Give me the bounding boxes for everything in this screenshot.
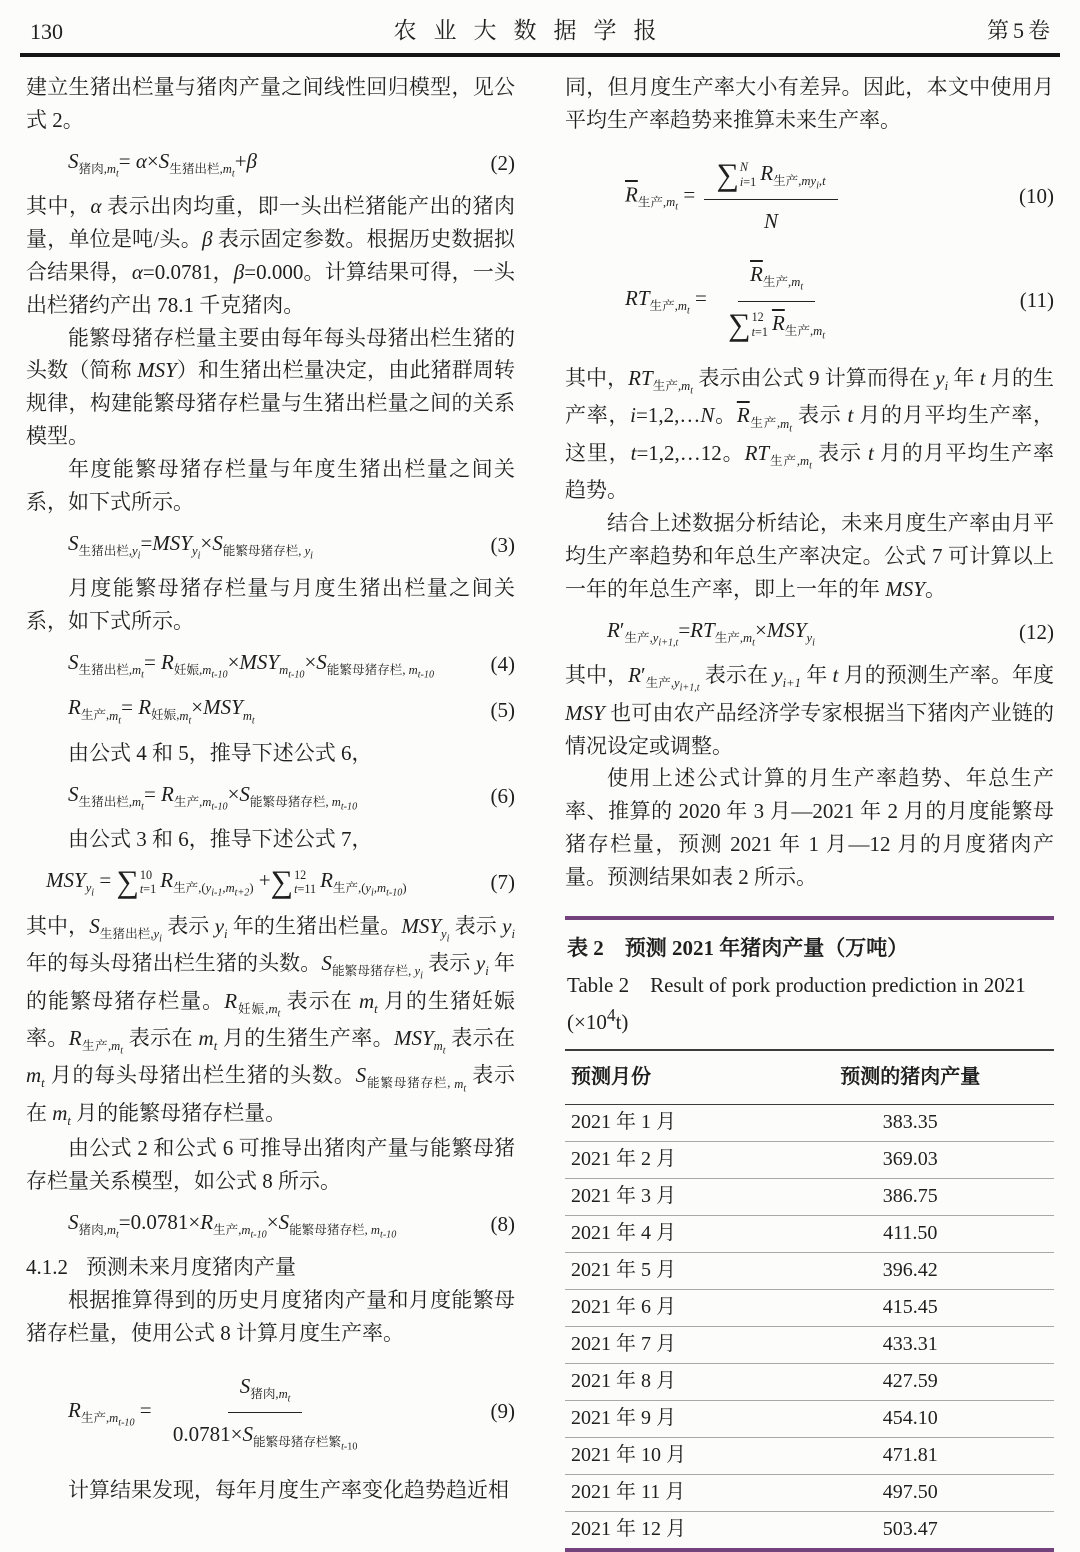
body-paragraph: 年度能繁母猪存栏量与年度生猪出栏量之间关系，如下式所示。 [26, 457, 515, 514]
equation-number: (7) [490, 870, 515, 895]
equation-body: $S_{生猪出栏,m_t}= R_{生产,m_{t-10}}\times S_{能繁母猪存栏, m_{t-10}}$ [68, 781, 358, 813]
equation-number: (3) [490, 533, 515, 558]
table-title-en: Table 2 Result of pork production prediction in 2021 $(\times 10^4t)$ [567, 972, 1026, 1034]
equation-4 [26, 646, 515, 683]
body-paragraph: 由公式 3 和 6，推导下述公式 7， [68, 827, 373, 852]
table-row [565, 1401, 1054, 1438]
table-row [565, 1179, 1054, 1216]
row-value: 396.42 [882, 1259, 938, 1282]
section-heading-4-1-2 [26, 1251, 515, 1284]
equation-body: $S_{猪肉,m_t}=0.0781\times R_{生产,m_{t-10}}\times S_{能繁母猪存栏, m_{t-10}}$ [68, 1209, 397, 1241]
table-bottom-accent-bar [565, 1548, 1054, 1552]
equation-3 [26, 527, 515, 564]
column-header-month: 预测月份 [571, 1065, 651, 1088]
equation-number: (9) [490, 1399, 515, 1424]
equation-number: (12) [1019, 620, 1054, 645]
table-2 [565, 916, 1054, 1552]
table-header-row [565, 1049, 1054, 1105]
row-month: 2021 年 3 月 [571, 1185, 676, 1208]
table-row [565, 1216, 1054, 1253]
body-paragraph: 其中，$R'_{生产,y_{i+1,t}}$ 表示在 $y_{i+1}$ 年 t 月的预测生产率。年度 MSY 也可由农产品经济学专家根据当下猪肉产业链的情况设定或调整。 [565, 663, 1055, 758]
equation-body: $R_{生产,m_t}= R_{妊娠,m_t}\times MSY_{m_t}$ [68, 695, 255, 727]
row-value: 386.75 [882, 1185, 938, 1208]
equation-6 [26, 778, 515, 815]
section-number: 4.1.2 [26, 1254, 68, 1279]
table-body [565, 1105, 1054, 1548]
row-month: 2021 年 11 月 [571, 1481, 686, 1504]
body-paragraph: 计算结果发现，每年月度生产率变化趋势趋近相 [68, 1477, 509, 1502]
body-paragraph: 其中，$S_{生猪出栏,y_i}$ 表示 $y_i$ 年的生猪出栏量。$MSY_{y_i}$ 表示 $y_i$ 年的每头母猪出栏生猪的头数。$S_{能繁母猪存栏, y_i}$ 表示 $y_i$ 年的能繁母猪存栏量。$R_{妊娠,m_t}$ 表示在 $m_t$ 月的生猪妊娠率。$R_{生产,m_t}$ 表示在 $m_t$ 月的生猪生产率。$MSY_{m_t}$ 表示在 $m_t$ 月的每头母猪出栏生猪的头数。$S_{能繁母猪存栏, m_t}$ 表示在 $m_t$ 月的能繁母猪存栏量。 [26, 913, 516, 1129]
body-paragraph: 建立生猪出栏量与猪肉产量之间线性回归模型，见公式 2。 [26, 75, 515, 132]
row-month: 2021 年 1 月 [571, 1111, 676, 1134]
equation-body: $R_{生产,m_{t-10}}$ = $S_{猪肉,m_t}$ $0.0781\times S_{能繁母猪存栏繁_{t-10}}$ [68, 1368, 373, 1456]
equation-number: (4) [490, 652, 515, 677]
equation-2 [26, 145, 515, 182]
row-value: 497.50 [882, 1481, 938, 1504]
row-month: 2021 年 5 月 [571, 1259, 676, 1282]
page-header [0, 0, 1080, 49]
body-paragraph: 由公式 4 和 5，推导下述公式 6， [68, 740, 373, 765]
equation-number: (6) [490, 784, 515, 809]
row-value: 427.59 [882, 1370, 938, 1393]
equation-11 [565, 256, 1054, 344]
body-paragraph: 根据推算得到的历史月度猪肉产量和月度能繁母猪存栏量，使用公式 8 计算月度生产率。 [26, 1287, 515, 1345]
row-month: 2021 年 2 月 [571, 1148, 676, 1171]
row-month: 2021 年 9 月 [571, 1407, 676, 1430]
body-paragraph: 月度能繁母猪存栏量与月度生猪出栏量之间关系，如下式所示。 [26, 576, 515, 634]
equation-number: (2) [490, 151, 515, 176]
equation-5 [26, 691, 515, 728]
row-value: 415.45 [882, 1296, 938, 1319]
equation-12 [565, 614, 1054, 651]
row-value: 411.50 [883, 1222, 938, 1245]
row-value: 383.35 [882, 1111, 938, 1134]
equation-body: $R'_{生产,y_{i+1,t}}=RT_{生产,m_t}\times MSY_{y_i}$ [607, 617, 815, 649]
equation-9 [26, 1368, 515, 1456]
equation-body: $S_{生猪出栏,m_t}= R_{妊娠,m_{t-10}}\times MSY_{m_{t-10}}\times S_{能繁母猪存栏, m_{t-10}}$ [68, 649, 434, 681]
row-month: 2021 年 8 月 [571, 1370, 676, 1393]
table-row [565, 1475, 1054, 1512]
section-title: 预测未来月度猪肉产量 [86, 1254, 296, 1279]
table-title-cn: 表 2 预测 2021 年猪肉产量（万吨） [567, 935, 909, 960]
page-number: 130 [30, 19, 63, 44]
row-value: 503.47 [882, 1518, 938, 1541]
equation-10 [565, 155, 1054, 238]
row-value: 454.10 [882, 1407, 938, 1430]
equation-body: $S_{生猪出栏,y_i}=MSY_{y_i}\times S_{能繁母猪存栏, y_i}$ [68, 530, 313, 562]
body-paragraph: 能繁母猪存栏量主要由每年每头母猪出栏生猪的头数（简称 MSY）和生猪出栏量决定，由此猪群周转规律，构建能繁母猪存栏量与生猪出栏量之间的关系模型。 [26, 325, 516, 449]
table-row [565, 1105, 1054, 1142]
equation-7 [26, 864, 515, 901]
column-header-value: 预测的猪肉产量 [840, 1065, 981, 1088]
equation-number: (8) [490, 1211, 515, 1236]
table-row [565, 1142, 1054, 1179]
row-month: 2021 年 7 月 [571, 1333, 676, 1356]
equation-body: $S_{猪肉,m_t}= \alpha\times S_{生猪出栏,m_t}+\beta$ [68, 148, 257, 180]
equation-number: (10) [1019, 183, 1054, 208]
table-row [565, 1290, 1054, 1327]
row-month: 2021 年 10 月 [571, 1444, 686, 1467]
row-value: 433.31 [882, 1333, 938, 1356]
table-row [565, 1512, 1054, 1548]
two-column-body [0, 57, 1080, 1552]
body-paragraph: 其中，$RT_{生产,m_t}$ 表示由公式 9 计算而得在 $y_i$ 年 t 月的生产率，i=1,2,…N。$\overline{R}_{生产,m_t}$ 表示 t 月的月平均生产率，这里，t=1,2,…12。$RT_{生产,m_t}$ 表示 t 月的月平均生产率趋势。 [565, 365, 1055, 503]
volume-label: 第5卷 [986, 18, 1054, 43]
equation-body: $MSY_{y_i}$ = ∑ 10 t=1 $R_{生产,(y_{i-1},m_{t+2})}$ +∑ 12 t=11 $R_{生产,(y_i,m_{t-10})}$ [46, 864, 407, 900]
body-paragraph: 由公式 2 和公式 6 可推导出猪肉产量与能繁母猪存栏量关系模型，如公式 8 所示。 [26, 1135, 515, 1193]
row-month: 2021 年 4 月 [571, 1222, 676, 1245]
equation-number: (11) [1019, 287, 1054, 312]
journal-title: 农业大数据学报 [393, 18, 674, 43]
equation-body: $\overline{R}_{生产,m_t}$ = ∑ N i=1 $R_{生产,my_i,t}$ N [625, 155, 842, 238]
body-paragraph: 同，但月度生产率大小有差异。因此，本文中使用月平均生产率趋势来推算未来生产率。 [565, 75, 1054, 132]
table-row [565, 1327, 1054, 1364]
equation-number: (5) [490, 697, 515, 722]
row-value: 471.81 [882, 1444, 938, 1467]
table-row [565, 1438, 1054, 1475]
right-column [565, 71, 1054, 1552]
body-paragraph: 结合上述数据分析结论，未来月度生产率由月平均生产率趋势和年总生产率决定。公式 7 可计算以上一年的年总生产率，即上一年的年 MSY。 [565, 511, 1054, 601]
body-paragraph: 使用上述公式计算的月生产率趋势、年总生产率、推算的 2020 年 3 月—2021 年 2 月的月度能繁母猪存栏量，预测 2021 年 1 月—12 月的月度猪肉产量。预测结果如表 2 所示。 [565, 766, 1054, 890]
equation-body: $RT_{生产,m_t}$ = $\overline{R}_{生产,m_t}$ ∑ 12 t=1 $\overline{R}_{生产,m_t}$ [625, 256, 841, 344]
row-month: 2021 年 12 月 [571, 1518, 686, 1541]
body-paragraph: 其中，α 表示出肉均重，即一头出栏猪能产出的猪肉量，单位是吨/头。β 表示固定参数。根据历史数据拟合结果得，α=0.0781，β=0.000。计算结果可得，一头出栏猪约产出 78.1 千克猪肉。 [26, 194, 516, 317]
table-row [565, 1253, 1054, 1290]
table-row [565, 1364, 1054, 1401]
row-month: 2021 年 6 月 [571, 1296, 676, 1319]
row-value: 369.03 [882, 1148, 938, 1171]
equation-8 [26, 1206, 515, 1243]
left-column [26, 71, 515, 1552]
